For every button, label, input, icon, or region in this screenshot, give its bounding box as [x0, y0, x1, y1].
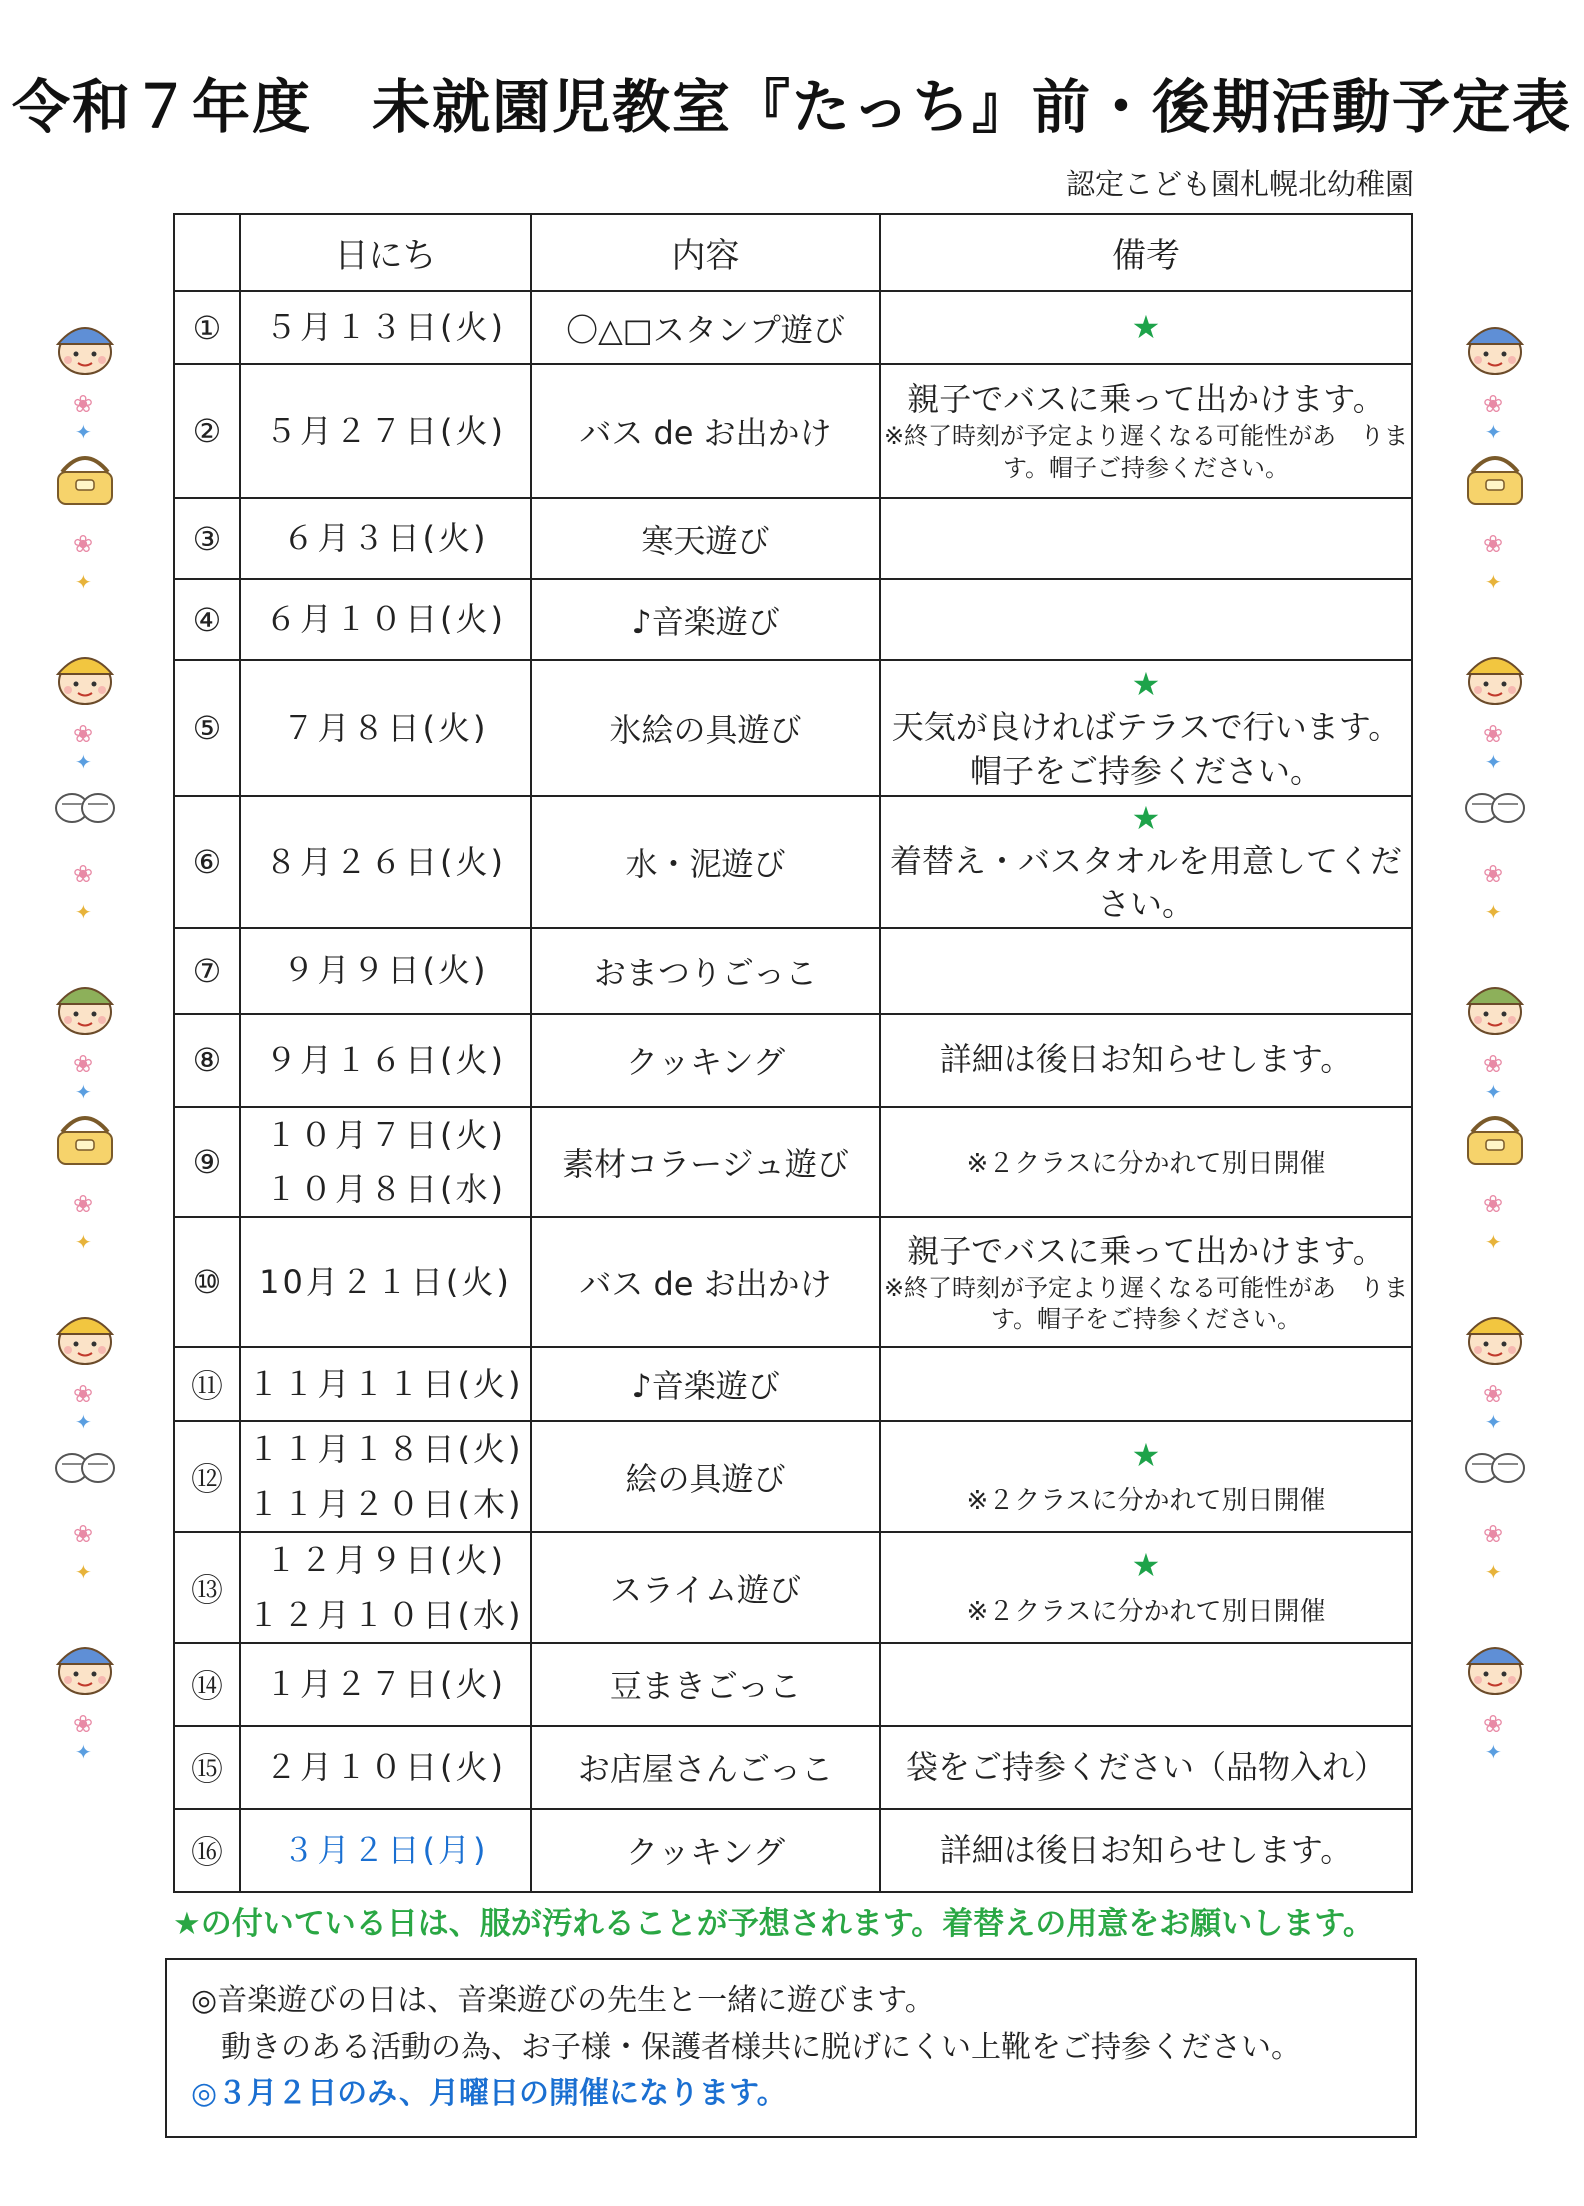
- child-face-icon: [1460, 1300, 1530, 1370]
- sparkle-icon: ✦: [1485, 750, 1502, 774]
- flower-icon: ❀: [73, 1050, 94, 1078]
- table-row: [174, 364, 1412, 498]
- row-date: [240, 1107, 531, 1218]
- header-note: 備考: [880, 214, 1412, 291]
- row-num: ⑬: [174, 1532, 240, 1643]
- note-small: ※２クラスに分かれて別日開催: [966, 1596, 1326, 1627]
- row-note: [880, 1726, 1412, 1809]
- sparkle-icon: ✦: [75, 1230, 92, 1254]
- row-num: ⑮: [174, 1726, 240, 1809]
- header-content: 内容: [531, 214, 880, 291]
- note-text: 親子でバスに乗って出かけます。: [907, 1231, 1385, 1270]
- row-content: 〇△□スタンプ遊び: [531, 291, 880, 364]
- bag-icon: [50, 450, 120, 520]
- row-note: [880, 1809, 1412, 1892]
- table-header-row: [174, 214, 1412, 291]
- sparkle-icon: ✦: [75, 420, 92, 444]
- date-line-2: １２月１０日(水): [247, 1595, 524, 1634]
- bag-icon: [50, 1110, 120, 1180]
- row-num: ⑪: [174, 1347, 240, 1421]
- row-content: 水・泥遊び: [531, 796, 880, 928]
- row-content: スライム遊び: [531, 1532, 880, 1643]
- row-num: ⑦: [174, 928, 240, 1014]
- table-row: [174, 498, 1412, 579]
- info-line-3: ◎３月２日のみ、月曜日の開催になります。: [191, 2076, 787, 2111]
- shoes-icon: [1460, 1440, 1530, 1510]
- row-num: ⑨: [174, 1107, 240, 1218]
- row-note: [880, 660, 1412, 796]
- row-content: おまつりごっこ: [531, 928, 880, 1014]
- row-date: ６月３日(火): [240, 498, 531, 579]
- shoes-icon: [50, 780, 120, 850]
- bag-icon: [1460, 450, 1530, 520]
- row-num: ①: [174, 291, 240, 364]
- star-icon: ★: [1131, 307, 1161, 346]
- date-line-1: １２月９日(火): [265, 1541, 506, 1580]
- row-content: バス de お出かけ: [531, 364, 880, 498]
- date-line-1: １１月１８日(火): [247, 1430, 524, 1469]
- row-date: １１月１１日(火): [240, 1347, 531, 1421]
- child-face-icon: [1460, 310, 1530, 380]
- row-num: ⑩: [174, 1217, 240, 1347]
- row-date: ６月１０日(火): [240, 579, 531, 660]
- flower-icon: ❀: [1483, 1190, 1504, 1218]
- star-notice: ★の付いている日は、服が汚れることが予想されます。着替えの用意をお願いします。: [173, 1906, 1374, 1942]
- star-icon: ★: [1131, 799, 1161, 837]
- row-date: 10月２１日(火): [240, 1217, 531, 1347]
- flower-icon: ❀: [1483, 1520, 1504, 1548]
- flower-icon: ❀: [73, 1710, 94, 1738]
- row-date: ９月９日(火): [240, 928, 531, 1014]
- table-row: [174, 928, 1412, 1014]
- sparkle-icon: ✦: [75, 570, 92, 594]
- table-row: [174, 796, 1412, 928]
- table-row: [174, 1217, 1412, 1347]
- table-row: [174, 1014, 1412, 1107]
- child-face-icon: [1460, 1630, 1530, 1700]
- info-line-1: ◎音楽遊びの日は、音楽遊びの先生と一緒に遊びます。: [191, 1983, 935, 2018]
- child-face-icon: [50, 970, 120, 1040]
- sparkle-icon: ✦: [1485, 900, 1502, 924]
- table-row: [174, 1809, 1412, 1892]
- flower-icon: ❀: [1483, 1050, 1504, 1078]
- table-row: [174, 1421, 1412, 1532]
- row-content: クッキング: [531, 1014, 880, 1107]
- sparkle-icon: ✦: [75, 900, 92, 924]
- sparkle-icon: ✦: [1485, 1740, 1502, 1764]
- row-content: 絵の具遊び: [531, 1421, 880, 1532]
- star-icon: ★: [1131, 665, 1161, 704]
- shoes-icon: [50, 1440, 120, 1510]
- row-note: [880, 928, 1412, 1014]
- child-face-icon: [1460, 970, 1530, 1040]
- child-face-icon: [50, 310, 120, 380]
- sparkle-icon: ✦: [1485, 1230, 1502, 1254]
- info-line-2: 動きのある活動の為、お子様・保護者様共に脱げにくい上靴をご持参ください。: [221, 2029, 1301, 2065]
- row-num: ⑯: [174, 1809, 240, 1892]
- flower-icon: ❀: [73, 860, 94, 888]
- date-line-2: １０月８日(水): [265, 1169, 506, 1208]
- sparkle-icon: ✦: [1485, 570, 1502, 594]
- star-icon: ★: [1131, 1435, 1161, 1474]
- row-note: [880, 579, 1412, 660]
- note-small: ※２クラスに分かれて別日開催: [966, 1485, 1326, 1516]
- row-num: ④: [174, 579, 240, 660]
- note-text: 詳細は後日お知らせします。: [939, 1040, 1353, 1079]
- sparkle-icon: ✦: [1485, 1410, 1502, 1434]
- header-date: 日にち: [240, 214, 531, 291]
- bag-icon: [1460, 1110, 1530, 1180]
- row-content: 寒天遊び: [531, 498, 880, 579]
- organization-name: 認定こども園札幌北幼稚園: [1065, 167, 1414, 201]
- info-box: [165, 1958, 1417, 2138]
- row-note: [880, 1347, 1412, 1421]
- row-content: クッキング: [531, 1809, 880, 1892]
- table-row: [174, 1532, 1412, 1643]
- row-num: ⑤: [174, 660, 240, 796]
- star-icon: ★: [1131, 1546, 1161, 1585]
- flower-icon: ❀: [73, 1380, 94, 1408]
- note-small: ※終了時刻が予定より遅くなる可能性があ ります。帽子をご持参ください。: [883, 1273, 1409, 1333]
- row-num: ②: [174, 364, 240, 498]
- date-line-2: １１月２０日(木): [247, 1484, 524, 1523]
- flower-icon: ❀: [1483, 1380, 1504, 1408]
- flower-icon: ❀: [73, 390, 94, 418]
- row-date: ９月１６日(火): [240, 1014, 531, 1107]
- note-text: 袋をご持参ください（品物入れ）: [905, 1747, 1386, 1786]
- flower-icon: ❀: [1483, 1710, 1504, 1738]
- child-face-icon: [50, 1300, 120, 1370]
- row-note: [880, 1643, 1412, 1726]
- shoes-icon: [1460, 780, 1530, 850]
- row-note: [880, 498, 1412, 579]
- row-date: ２月１０日(火): [240, 1726, 531, 1809]
- header-num: [174, 214, 240, 291]
- row-note: [880, 1014, 1412, 1107]
- table-row: [174, 660, 1412, 796]
- row-note: [880, 1217, 1412, 1347]
- row-content: 氷絵の具遊び: [531, 660, 880, 796]
- row-note: [880, 1107, 1412, 1218]
- row-content: ♪音楽遊び: [531, 1347, 880, 1421]
- note-text: 親子でバスに乗って出かけます。: [907, 380, 1385, 419]
- row-date: ５月１３日(火): [240, 291, 531, 364]
- flower-icon: ❀: [1483, 390, 1504, 418]
- note-text: 天気が良ければテラスで行います。帽子をご持参ください。: [891, 708, 1401, 790]
- row-date: ８月２６日(火): [240, 796, 531, 928]
- table-row: [174, 1347, 1412, 1421]
- note-small: ※終了時刻が予定より遅くなる可能性があ ります。帽子ご持参ください。: [883, 422, 1409, 482]
- row-date: １月２７日(火): [240, 1643, 531, 1726]
- flower-icon: ❀: [73, 720, 94, 748]
- schedule-table: [173, 213, 1413, 1893]
- row-num: ⑥: [174, 796, 240, 928]
- row-num: ⑫: [174, 1421, 240, 1532]
- sparkle-icon: ✦: [1485, 1080, 1502, 1104]
- row-date: ７月８日(火): [240, 660, 531, 796]
- flower-icon: ❀: [73, 1520, 94, 1548]
- table-row: [174, 1726, 1412, 1809]
- row-num: ⑧: [174, 1014, 240, 1107]
- flower-icon: ❀: [73, 1190, 94, 1218]
- row-num: ⑭: [174, 1643, 240, 1726]
- table-row: [174, 1643, 1412, 1726]
- flower-icon: ❀: [1483, 720, 1504, 748]
- sparkle-icon: ✦: [75, 1740, 92, 1764]
- row-note: [880, 1532, 1412, 1643]
- row-note: [880, 1421, 1412, 1532]
- row-date: ３月２日(月): [240, 1809, 531, 1892]
- row-num: ③: [174, 498, 240, 579]
- child-face-icon: [1460, 640, 1530, 710]
- row-content: ♪音楽遊び: [531, 579, 880, 660]
- sparkle-icon: ✦: [75, 1080, 92, 1104]
- child-face-icon: [50, 1630, 120, 1700]
- flower-icon: ❀: [73, 530, 94, 558]
- table-row: [174, 291, 1412, 364]
- sparkle-icon: ✦: [75, 1560, 92, 1584]
- row-content: 豆まきごっこ: [531, 1643, 880, 1726]
- row-content: 素材コラージュ遊び: [531, 1107, 880, 1218]
- sparkle-icon: ✦: [1485, 1560, 1502, 1584]
- row-note: [880, 364, 1412, 498]
- row-content: バス de お出かけ: [531, 1217, 880, 1347]
- row-note: [880, 796, 1412, 928]
- row-date: [240, 1421, 531, 1532]
- row-date: ５月２７日(火): [240, 364, 531, 498]
- table-row: [174, 579, 1412, 660]
- flower-icon: ❀: [1483, 530, 1504, 558]
- note-text: 着替え・バスタオルを用意してください。: [889, 842, 1402, 924]
- row-note: [880, 291, 1412, 364]
- row-date: [240, 1532, 531, 1643]
- sparkle-icon: ✦: [75, 1410, 92, 1434]
- sparkle-icon: ✦: [1485, 420, 1502, 444]
- note-small: ※２クラスに分かれて別日開催: [966, 1149, 1326, 1180]
- note-text: 詳細は後日お知らせします。: [939, 1830, 1353, 1869]
- date-line-1: １０月７日(火): [265, 1115, 506, 1154]
- flower-icon: ❀: [1483, 860, 1504, 888]
- table-row: [174, 1107, 1412, 1218]
- child-face-icon: [50, 640, 120, 710]
- page-title: 令和７年度 未就園児教室『たっち』前・後期活動予定表: [11, 73, 1572, 141]
- sparkle-icon: ✦: [75, 750, 92, 774]
- row-content: お店屋さんごっこ: [531, 1726, 880, 1809]
